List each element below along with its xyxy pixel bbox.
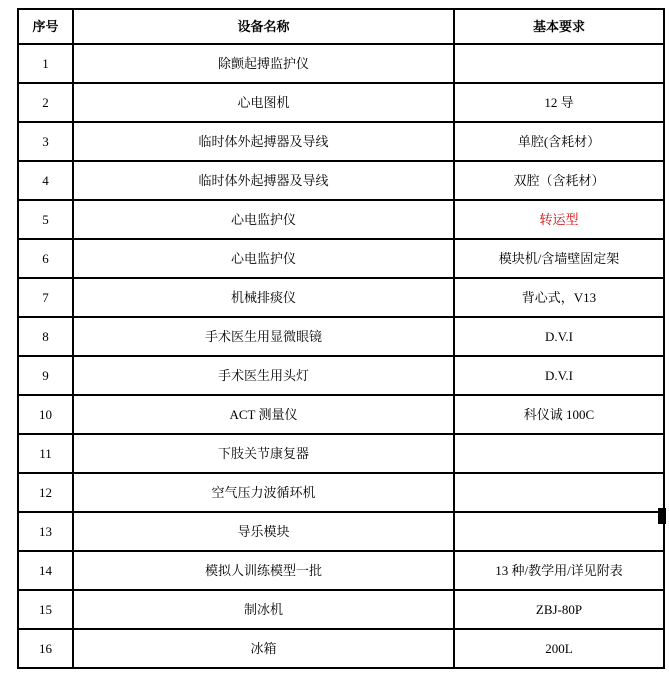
header-serial: 序号 [18,9,73,44]
cell-serial: 13 [18,512,73,551]
table-row [18,161,664,200]
cell-device-name: 下肢关节康复器 [73,434,454,473]
cell-device-name: 心电监护仪 [73,200,454,239]
equipment-table [17,8,665,669]
cell-requirement-highlighted: 转运型 [454,200,664,239]
cell-requirement: 双腔（含耗材） [454,161,664,200]
cell-device-name: ACT 测量仪 [73,395,454,434]
cell-serial: 1 [18,44,73,83]
cell-serial: 16 [18,629,73,668]
cell-device-name: 模拟人训练模型一批 [73,551,454,590]
table-row [18,83,664,122]
cell-device-name: 除颤起搏监护仪 [73,44,454,83]
cell-device-name: 心电监护仪 [73,239,454,278]
cell-requirement: 科仪诚 100C [454,395,664,434]
cell-serial: 11 [18,434,73,473]
cell-device-name: 制冰机 [73,590,454,629]
cell-requirement: 单腔(含耗材） [454,122,664,161]
table-row [18,200,664,239]
cell-device-name: 临时体外起搏器及导线 [73,122,454,161]
cell-device-name: 手术医生用头灯 [73,356,454,395]
cell-device-name: 冰箱 [73,629,454,668]
cell-serial: 5 [18,200,73,239]
cell-serial: 12 [18,473,73,512]
table-row [18,239,664,278]
cell-requirement [454,434,664,473]
cell-device-name: 临时体外起搏器及导线 [73,161,454,200]
table-header [18,9,664,44]
cell-device-name: 手术医生用显微眼镜 [73,317,454,356]
cell-device-name: 机械排痰仪 [73,278,454,317]
cell-serial: 6 [18,239,73,278]
cell-requirement [454,473,664,512]
table-row [18,551,664,590]
cell-device-name: 空气压力波循环机 [73,473,454,512]
cell-requirement: 12 导 [454,83,664,122]
cell-requirement: D.V.I [454,317,664,356]
table-row [18,512,664,551]
right-edge-black-mark [658,508,666,524]
table-row [18,122,664,161]
cell-serial: 15 [18,590,73,629]
table-row [18,317,664,356]
table-row [18,590,664,629]
table-row [18,434,664,473]
cell-serial: 7 [18,278,73,317]
table-row [18,473,664,512]
table-row [18,395,664,434]
cell-device-name: 导乐模块 [73,512,454,551]
table-row [18,356,664,395]
cell-requirement: D.V.I [454,356,664,395]
cell-requirement [454,512,664,551]
cell-requirement: 200L [454,629,664,668]
cell-requirement [454,44,664,83]
cell-requirement: 13 种/教学用/详见附表 [454,551,664,590]
table-row [18,44,664,83]
cell-serial: 3 [18,122,73,161]
cell-serial: 14 [18,551,73,590]
cell-serial: 9 [18,356,73,395]
header-row [18,9,664,44]
header-requirement: 基本要求 [454,9,664,44]
cell-serial: 10 [18,395,73,434]
cell-requirement: 背心式，V13 [454,278,664,317]
cell-serial: 8 [18,317,73,356]
cell-device-name: 心电图机 [73,83,454,122]
table-body [18,44,664,668]
cell-requirement: ZBJ-80P [454,590,664,629]
table-row [18,278,664,317]
header-device-name: 设备名称 [73,9,454,44]
cell-serial: 4 [18,161,73,200]
table-row [18,629,664,668]
cell-serial: 2 [18,83,73,122]
cell-requirement: 模块机/含墙壁固定架 [454,239,664,278]
